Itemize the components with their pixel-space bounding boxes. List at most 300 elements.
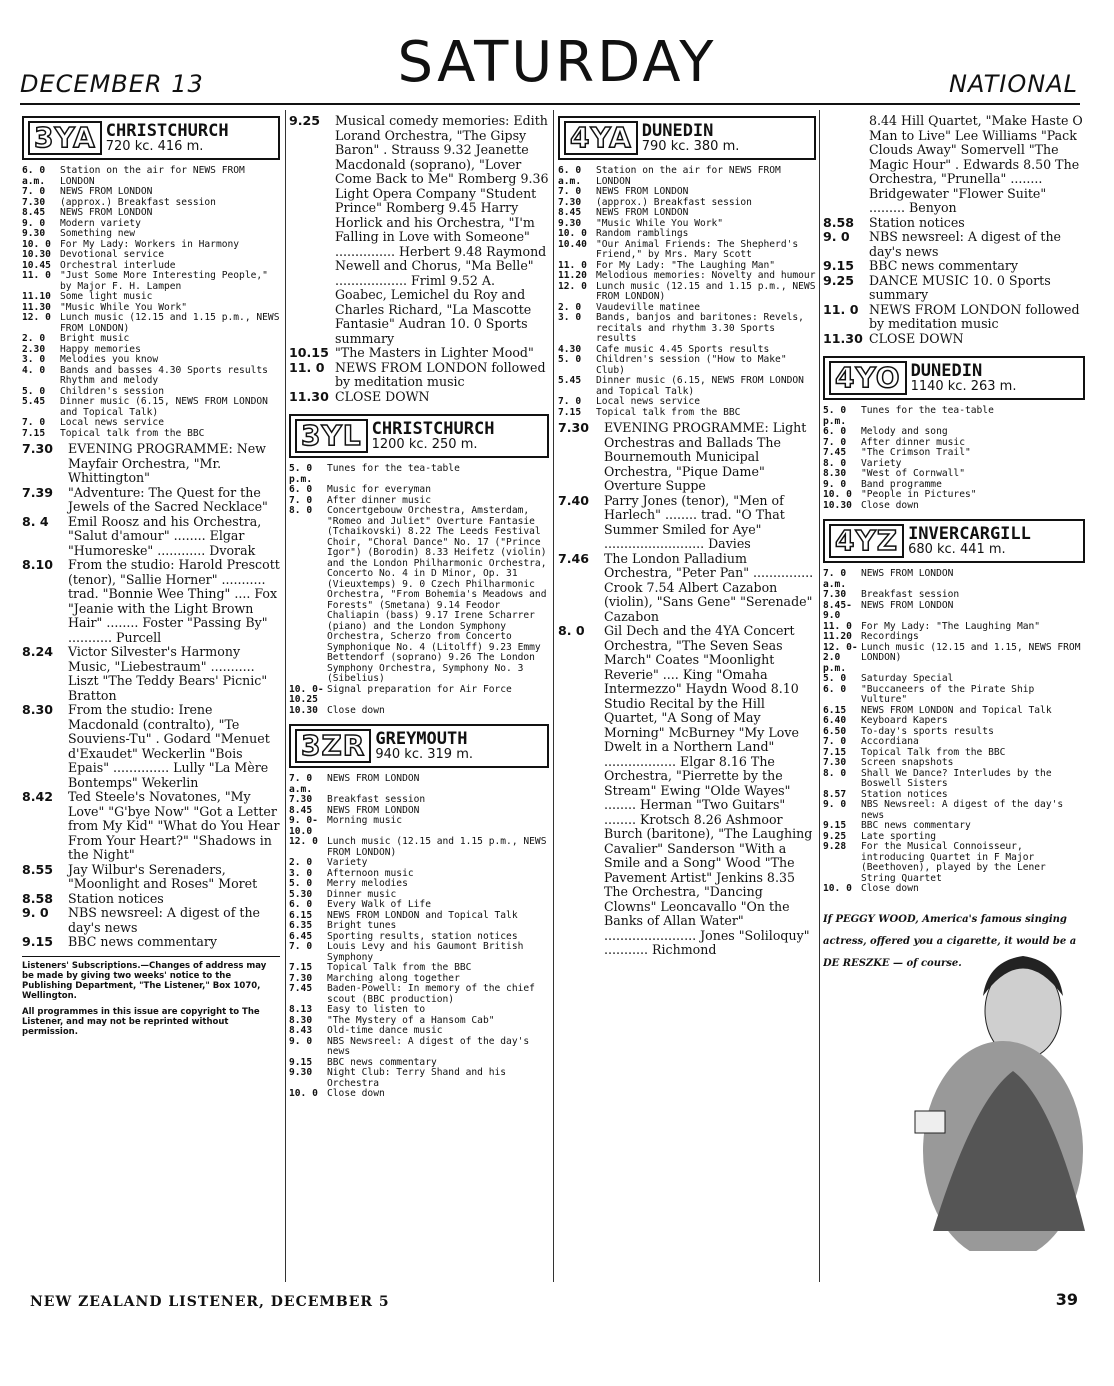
schedule-entry bbox=[558, 282, 816, 303]
schedule-entry bbox=[823, 737, 1085, 748]
entry-time: 9.15 bbox=[823, 820, 847, 831]
entry-time: 7.30 bbox=[823, 757, 847, 768]
entry-time: 3. 0 bbox=[22, 354, 46, 365]
entry-time: 8.45 bbox=[289, 804, 313, 816]
entry-time: 8.30 bbox=[289, 1014, 313, 1026]
schedule-entry bbox=[22, 208, 280, 219]
entry-text: DANCE MUSIC 10. 0 Sports summary bbox=[869, 272, 1051, 302]
entry-time: 8.57 bbox=[823, 788, 847, 800]
entry-text: Topical talk from the BBC bbox=[60, 427, 205, 439]
schedule-entry bbox=[823, 842, 1085, 884]
station-frequency: 940 kc. 319 m. bbox=[375, 747, 473, 762]
entry-text: Orchestral interlude bbox=[60, 259, 176, 271]
entry-text: Dinner music (6.15, NEWS FROM LONDON and Topical Talk) bbox=[60, 396, 268, 418]
schedule-entry bbox=[22, 355, 280, 366]
entry-text: Ted Steele's Novatones, "My Love" "G'bye Now" "Got a Letter from My Kid" "What do You Hear From Your Heart?" "Shadows in the Night" bbox=[68, 789, 280, 862]
entry-time: 11.10 bbox=[22, 291, 51, 302]
entry-text: BBC news commentary bbox=[869, 258, 1018, 273]
column-3ya-continued bbox=[289, 114, 549, 1100]
entry-text: Melodies you know bbox=[60, 354, 159, 365]
schedule-entry bbox=[289, 1089, 549, 1100]
entry-text: Screen snapshots bbox=[861, 757, 954, 768]
station-city: CHRISTCHURCH bbox=[371, 419, 495, 439]
call-sign: 3YA bbox=[28, 121, 102, 155]
entry-text: For My Lady: "The Laughing Man" bbox=[596, 259, 776, 271]
entry-time: 5.45 bbox=[22, 396, 46, 407]
entry-time: 10. 0 bbox=[22, 238, 51, 250]
entry-time: 7.15 bbox=[558, 406, 582, 418]
entry-text: "Music While You Work" bbox=[596, 217, 724, 229]
entry-time: 6. 0 bbox=[289, 484, 313, 495]
entry-time: 11. 0 bbox=[558, 259, 587, 271]
schedule-entry bbox=[558, 408, 816, 419]
entry-text: Shall We Dance? Interludes by the Boswell Sisters bbox=[861, 767, 1052, 789]
schedule-entry bbox=[823, 674, 1085, 685]
page-number: 39 bbox=[1055, 1290, 1078, 1309]
entry-text: Late sporting bbox=[861, 830, 937, 842]
entry-time: 10. 0 bbox=[558, 228, 587, 239]
entry-text: Night Club: Terry Shand and his Orchestra bbox=[327, 1067, 507, 1089]
entry-time: 9. 0 bbox=[823, 799, 847, 810]
entry-text: Close down bbox=[861, 883, 919, 894]
station-logo-3yl bbox=[289, 414, 549, 458]
call-sign: 3YL bbox=[295, 419, 368, 453]
schedule-entry bbox=[22, 366, 280, 387]
schedule-entry bbox=[22, 250, 280, 261]
schedule-entry bbox=[823, 716, 1085, 727]
entry-text: Band programme bbox=[861, 478, 942, 490]
entry-time: 8.42 bbox=[22, 789, 54, 804]
schedule-list bbox=[823, 114, 1085, 346]
entry-time: 11.20 bbox=[558, 270, 587, 281]
entry-time: 11.30 bbox=[823, 330, 863, 346]
column-divider bbox=[285, 110, 286, 1282]
entry-time: 8.30 bbox=[22, 702, 54, 717]
entry-time: 10. 0 bbox=[289, 1088, 318, 1099]
schedule-entry bbox=[289, 346, 549, 361]
entry-text: For My Lady: Workers in Harmony bbox=[60, 238, 240, 250]
entry-text: For My Lady: "The Laughing Man" bbox=[861, 620, 1041, 632]
entry-text: Station notices bbox=[68, 890, 164, 906]
schedule-entry bbox=[823, 274, 1085, 303]
schedule-entry bbox=[289, 685, 549, 706]
station-logo-3zr bbox=[289, 724, 549, 768]
schedule-entry bbox=[558, 166, 816, 187]
entry-text: Musical comedy memories: Edith Lorand Orchestra, "The Gipsy Baron" . Strauss 9.32 Jeanette Macdonald (soprano), "Lover Come Back to Me" Romberg 9.36 Light Opera Company "Student Prince" Romberg 9.45 Harry Horlick and his Orchestra, "I'm Falling in Love with Someone" ............... Herbert 9.48 Raymond Newell and Chorus, "Ma Belle" .................. Friml 9.52 A. Goabec, Lemichel du Roy and Charles Richard, "La Mascotte Fantasie" Audran 10. 0 Sports summary bbox=[335, 114, 549, 346]
entry-time: 5. 0 bbox=[289, 878, 313, 889]
entry-time: 7.45 bbox=[823, 447, 847, 458]
schedule-entry bbox=[289, 900, 549, 911]
entry-text: Melody and song bbox=[861, 426, 948, 437]
entry-time: 7.30 bbox=[558, 196, 582, 208]
schedule-list bbox=[558, 166, 816, 418]
entry-time: 8.10 bbox=[22, 557, 54, 572]
schedule-entry bbox=[823, 590, 1085, 601]
schedule-entry bbox=[22, 906, 280, 935]
entry-time: 10.15 bbox=[289, 345, 329, 360]
entry-time: 9.15 bbox=[22, 934, 54, 949]
schedule-entry bbox=[823, 427, 1085, 438]
schedule-entry bbox=[558, 208, 816, 219]
entry-text: Victor Silvester's Harmony Music, "Liebestraum" ........... Liszt "The Teddy Bears' Picnic" Bratton bbox=[68, 644, 268, 703]
schedule-entry bbox=[823, 769, 1085, 790]
entry-text: Every Walk of Life bbox=[327, 899, 431, 910]
schedule-entry bbox=[558, 187, 816, 198]
entry-text: Station on the air for NEWS FROM LONDON bbox=[596, 165, 781, 187]
schedule-entry bbox=[22, 166, 280, 187]
entry-text: To-day's sports results bbox=[861, 725, 994, 737]
entry-time: 8.30 bbox=[823, 468, 847, 479]
entry-time: 6.15 bbox=[289, 909, 313, 921]
schedule-entry bbox=[823, 114, 1085, 216]
entry-text: NEWS FROM LONDON and Topical Talk bbox=[861, 704, 1052, 716]
entry-text: NBS newsreel: A digest of the day's news bbox=[869, 229, 1062, 259]
call-sign: 3ZR bbox=[295, 729, 371, 763]
schedule-entry bbox=[289, 114, 549, 346]
entry-time: 8. 4 bbox=[22, 513, 49, 529]
entry-text: Station on the air for NEWS FROM LONDON bbox=[60, 165, 245, 187]
entry-time: 8.13 bbox=[289, 1004, 313, 1015]
schedule-entry bbox=[289, 879, 549, 890]
schedule-entry bbox=[22, 271, 280, 292]
entry-time: 11.20 bbox=[823, 631, 852, 642]
entry-time: 6. 0 bbox=[823, 683, 847, 695]
entry-text: Close down bbox=[327, 1088, 385, 1099]
entry-time: 8.45 bbox=[558, 207, 582, 218]
entry-text: BBC news commentary bbox=[861, 820, 971, 831]
schedule-entry bbox=[558, 624, 816, 958]
entry-text: NEWS FROM LONDON and Topical Talk bbox=[327, 909, 518, 921]
entry-time: 7.30 bbox=[823, 589, 847, 600]
schedule-entry bbox=[558, 552, 816, 625]
entry-time: 7.30 bbox=[22, 441, 54, 456]
entry-text: NEWS FROM LONDON followed by meditation music bbox=[335, 359, 546, 389]
entry-time: 9.25 bbox=[289, 114, 321, 128]
entry-time: 8.45-9.0 bbox=[823, 599, 852, 621]
entry-text: 8.44 Hill Quartet, "Make Haste O Man to Live" Lee Williams "Pack Clouds Away" Somervell "The Magic Hour" . Edwards 8.50 The Orchestra, "Prunella" ........ Bridgewater "Flower Suite" ......... Benyon bbox=[869, 114, 1083, 215]
entry-text: NEWS FROM LONDON bbox=[596, 186, 689, 197]
station-logo-3ya bbox=[22, 116, 280, 160]
schedule-list bbox=[289, 464, 549, 716]
entry-text: "West of Cornwall" bbox=[861, 468, 965, 479]
entry-text: NEWS FROM LONDON bbox=[327, 804, 420, 816]
entry-time: 7.30 bbox=[22, 196, 46, 208]
entry-text: Variety bbox=[327, 857, 368, 868]
entry-time: 2.30 bbox=[22, 343, 46, 355]
entry-time: 7.15 bbox=[823, 746, 847, 758]
entry-time: 9. 0 bbox=[22, 217, 46, 229]
advertisement-copy: If PEGGY WOOD, America's famous singing actress, offered you a cigarette, it would be a DE RESZKE — of course. bbox=[823, 913, 1077, 969]
entry-text: Station notices bbox=[869, 214, 965, 230]
entry-time: 12. 0 bbox=[289, 836, 318, 847]
entry-text: Lunch music (12.15 and 1.15, NEWS FROM LONDON) bbox=[861, 641, 1081, 663]
entry-time: 10. 0 bbox=[823, 489, 852, 500]
entry-text: "Buccaneers of the Pirate Ship Vulture" bbox=[861, 683, 1035, 705]
entry-time: 9. 0 bbox=[22, 905, 49, 920]
entry-text: Breakfast session bbox=[861, 589, 960, 600]
entry-text: BBC news commentary bbox=[68, 934, 217, 949]
entry-text: Variety bbox=[861, 457, 902, 469]
schedule-entry bbox=[289, 1026, 549, 1037]
entry-time: 6. 0 bbox=[289, 899, 313, 910]
entry-text: Gil Dech and the 4YA Concert Orchestra, "The Seven Seas March" Coates "Moonlight Reverie" .... King "Omaha Intermezzo" Haydn Wood 8.10 Studio Recital by the Hill Quartet, "A Song of May Morning" McBurney "My Love Dwelt in a Northern Land" .................. Elgar 8.16 The Orchestra, "Pierrette by the Stream" Ewing "Olde Wayes" ........ Herman "Two Guitars" ........ Krotsch 8.26 Ashmoor Burch (baritone), "The Laughing Cavalier" Sanderson "With a Smile and a Song" Wood "The Pavement Artist" Jenkins 8.35 The Orchestra, "Dancing Clowns" Leoncavallo "On the Banks of Allan Water" ....................... Jones "Soliloquy" ........... Richmond bbox=[604, 623, 813, 957]
call-sign: 4YZ bbox=[829, 524, 904, 558]
entry-time: 6.40 bbox=[823, 715, 847, 726]
schedule-entry bbox=[558, 355, 816, 376]
schedule-entry bbox=[289, 984, 549, 1005]
entry-time: 11.30 bbox=[22, 301, 51, 313]
entry-time: 7.39 bbox=[22, 484, 54, 500]
call-sign: 4YA bbox=[564, 121, 638, 155]
entry-time: 7.30 bbox=[289, 794, 313, 805]
entry-time: 9.30 bbox=[558, 217, 582, 229]
schedule-entry bbox=[289, 963, 549, 974]
entry-time: 7. 0 bbox=[558, 186, 582, 197]
schedule-entry bbox=[823, 821, 1085, 832]
entry-text: Bright music bbox=[60, 333, 130, 344]
schedule-entry bbox=[823, 632, 1085, 643]
entry-text: Lunch music (12.15 and 1.15 p.m., NEWS FROM LONDON) bbox=[327, 836, 547, 858]
entry-text: "Our Animal Friends: The Shepherd's Friend," by Mrs. Mary Scott bbox=[596, 238, 799, 260]
entry-time: 7. 0 bbox=[289, 941, 313, 952]
entry-time: 3. 0 bbox=[289, 867, 313, 879]
schedule-entry bbox=[558, 376, 816, 397]
schedule-entry bbox=[823, 303, 1085, 332]
station-logo-4ya bbox=[558, 116, 816, 160]
entry-text: Baden-Powell: In memory of the chief scout (BBC production) bbox=[327, 983, 535, 1005]
station-city: INVERCARGILL bbox=[908, 524, 1031, 544]
schedule-entry bbox=[823, 601, 1085, 622]
entry-time: 8. 0 bbox=[289, 505, 313, 516]
entry-text: Children's session ("How to Make" Club) bbox=[596, 354, 787, 376]
entry-text: Bright tunes bbox=[327, 920, 397, 931]
entry-time: 12. 0 bbox=[22, 312, 51, 323]
call-sign: 4YO bbox=[829, 361, 907, 395]
entry-time: 5. 0 bbox=[558, 354, 582, 365]
entry-time: 9.25 bbox=[823, 272, 855, 288]
entry-time: 5. 0 p.m. bbox=[823, 405, 847, 427]
entry-text: Easy to listen to bbox=[327, 1004, 426, 1015]
schedule-entry bbox=[823, 469, 1085, 480]
schedule-entry bbox=[22, 418, 280, 429]
entry-time: 12. 0 bbox=[558, 280, 587, 292]
entry-text: (approx.) Breakfast session bbox=[60, 196, 216, 208]
station-city: CHRISTCHURCH bbox=[105, 121, 229, 141]
entry-text: Topical talk from the BBC bbox=[596, 406, 741, 418]
entry-text: "People in Pictures" bbox=[861, 489, 977, 500]
station-frequency: 1140 kc. 263 m. bbox=[910, 379, 1017, 394]
schedule-list bbox=[22, 166, 280, 439]
schedule-entry bbox=[289, 942, 549, 963]
schedule-entry bbox=[558, 494, 816, 552]
entry-time: 7. 0 bbox=[823, 436, 847, 448]
schedule-entry bbox=[823, 448, 1085, 459]
entry-text: Happy memories bbox=[60, 343, 141, 355]
station-city: GREYMOUTH bbox=[375, 729, 468, 749]
schedule-entry bbox=[823, 643, 1085, 675]
schedule-entry bbox=[22, 790, 280, 863]
entry-text: Saturday Special bbox=[861, 673, 954, 684]
entry-time: 7. 0 a.m. bbox=[823, 568, 847, 590]
entry-time: 11. 0 bbox=[823, 301, 859, 317]
entry-time: 8. 0 bbox=[823, 767, 847, 779]
entry-text: Old-time dance music bbox=[327, 1025, 443, 1036]
schedule-entry bbox=[289, 485, 549, 496]
entry-time: 5. 0 bbox=[22, 385, 46, 397]
column-4ya-continued bbox=[823, 114, 1085, 1251]
entry-time: 5. 0 bbox=[823, 673, 847, 684]
entry-time: 6.50 bbox=[823, 725, 847, 737]
entry-text: Tunes for the tea-table bbox=[861, 405, 994, 416]
station-frequency: 790 kc. 380 m. bbox=[641, 139, 740, 154]
entry-time: 5. 0 p.m. bbox=[289, 463, 313, 485]
entry-text: Lunch music (12.15 and 1.15 p.m., NEWS FROM LONDON) bbox=[60, 312, 280, 334]
station-frequency: 1200 kc. 250 m. bbox=[371, 437, 478, 452]
schedule-entry bbox=[823, 884, 1085, 895]
entry-time: 5.30 bbox=[289, 888, 313, 900]
entry-text: "The Mystery of a Hansom Cab" bbox=[327, 1014, 495, 1026]
entry-text: Lunch music (12.15 and 1.15 p.m., NEWS FROM LONDON) bbox=[596, 280, 816, 302]
entry-time: 7.15 bbox=[289, 962, 313, 973]
schedule-entry bbox=[22, 229, 280, 240]
entry-text: For the Musical Connoisseur, introducing Quartet in F Major (Beethoven), played by the Lener String Quartet bbox=[861, 841, 1046, 884]
entry-time: 10.40 bbox=[558, 238, 587, 250]
entry-time bbox=[823, 114, 869, 216]
station-frequency: 720 kc. 416 m. bbox=[105, 139, 204, 154]
schedule-entry bbox=[823, 332, 1085, 347]
entry-text: Random ramblings bbox=[596, 228, 689, 239]
entry-text: "Adventure: The Quest for the Jewels of the Sacred Necklace" bbox=[68, 484, 268, 514]
entry-text: NEWS FROM LONDON bbox=[60, 186, 153, 197]
schedule-entry bbox=[22, 486, 280, 515]
entry-time: 7. 0 bbox=[22, 186, 46, 197]
entry-time: 11. 0 bbox=[22, 270, 51, 281]
schedule-entry bbox=[558, 397, 816, 408]
entry-text: Marching along together bbox=[327, 972, 460, 984]
schedule-entry bbox=[823, 501, 1085, 512]
entry-text: Local news service bbox=[60, 417, 164, 428]
station-logo-4yz bbox=[823, 519, 1085, 563]
column-3ya bbox=[22, 114, 280, 1037]
entry-time: 8.58 bbox=[823, 214, 855, 230]
schedule-entry bbox=[558, 240, 816, 261]
schedule-entry bbox=[289, 506, 549, 685]
entry-text: Modern variety bbox=[60, 217, 141, 229]
entry-text: Recordings bbox=[861, 631, 919, 642]
schedule-entry bbox=[289, 706, 549, 717]
entry-time: 7.46 bbox=[558, 550, 590, 566]
entry-text: Emil Roosz and his Orchestra, "Salut d'amour" ........ Elgar "Humoreske" ............ Dvorak bbox=[68, 513, 262, 558]
entry-time: 6. 0 a.m. bbox=[22, 165, 46, 187]
schedule-entry bbox=[22, 703, 280, 790]
entry-time: 7.40 bbox=[558, 492, 590, 508]
entry-text: CLOSE DOWN bbox=[335, 388, 430, 404]
entry-text: Merry melodies bbox=[327, 878, 408, 889]
entry-text: After dinner music bbox=[861, 436, 965, 448]
entry-time: 9. 0 bbox=[823, 478, 847, 490]
entry-time: 2. 0 bbox=[22, 333, 46, 344]
column-4ya bbox=[558, 114, 816, 958]
schedule-entry bbox=[22, 892, 280, 907]
entry-time: 11. 0 bbox=[289, 359, 325, 375]
entry-time: 9.28 bbox=[823, 841, 847, 852]
entry-text: EVENING PROGRAMME: Light Orchestras and Ballads The Bournemouth Municipal Orchestra, "Pique Dame" Overture Suppe bbox=[604, 420, 807, 493]
entry-text: Topical Talk from the BBC bbox=[327, 962, 472, 973]
entry-text: NBS Newsreel: A digest of the day's news bbox=[327, 1035, 530, 1057]
schedule-entry bbox=[823, 406, 1085, 427]
entry-text: Bands, banjos and baritones: Revels, recitals and rhythm 3.30 Sports results bbox=[596, 312, 804, 344]
schedule-entry bbox=[289, 921, 549, 932]
entry-time: 9. 0-10.0 bbox=[289, 815, 318, 837]
entry-time: 3. 0 bbox=[558, 312, 582, 323]
schedule-entry bbox=[22, 397, 280, 418]
schedule-entry bbox=[289, 858, 549, 869]
entry-text: Some light music bbox=[60, 291, 153, 302]
entry-time: 9.30 bbox=[22, 228, 46, 239]
schedule-entry bbox=[22, 292, 280, 303]
entry-text: Children's session bbox=[60, 385, 164, 397]
station-frequency: 680 kc. 441 m. bbox=[908, 542, 1006, 557]
entry-time: 10. 0 bbox=[823, 883, 852, 894]
schedule-entry bbox=[823, 800, 1085, 821]
entry-time: 10.30 bbox=[22, 249, 51, 260]
entry-text: Sporting results, station notices bbox=[327, 930, 518, 942]
entry-time: 10.45 bbox=[22, 259, 51, 271]
schedule-list bbox=[823, 406, 1085, 511]
schedule-list bbox=[289, 114, 549, 404]
schedule-entry bbox=[22, 935, 280, 950]
entry-text: NEWS FROM LONDON bbox=[861, 568, 954, 579]
entry-text: Jay Wilbur's Serenaders, "Moonlight and Roses" Moret bbox=[68, 861, 258, 891]
column-divider bbox=[553, 110, 554, 1282]
entry-text: "The Masters in Lighter Mood" bbox=[335, 345, 534, 360]
entry-text: The London Palladium Orchestra, "Peter Pan" ............... Crook 7.54 Albert Cazabon (violin), "Sans Gene" "Serenade" Cazabon bbox=[604, 550, 814, 624]
entry-text: BBC news commentary bbox=[327, 1056, 437, 1068]
entry-text: Concertgebouw Orchestra, Amsterdam, "Romeo and Juliet" Overture Fantasie (Tchaikovski) 8.22 The Leeds Festival Choir, "Choral Dance" No. 17 ("Prince Igor") (Borodin) 8.33 Heifetz (violin) and the London Philharmonic Orchestra, Concerto No. 4 in D Minor, Op. 31 (Vieuxtemps) 9. 0 Czech Philharmonic Orchestra, "From Bohemia's Meadows and Forests" (Smetana) 9.14 Feodor Chaliapin (bass) 9.17 Irene Scharrer (piano) and the London Symphony Orchestra, Scherzo from Concerto Symphonique No. 4 (Litolff) 9.23 Emmy Bettendorf (soprano) 9.26 The London Symphony Orchestra, Symphony No. 3 (Sibelius) bbox=[327, 505, 547, 684]
entry-text: NEWS FROM LONDON followed by meditation music bbox=[869, 301, 1080, 331]
entry-time: 4.30 bbox=[558, 343, 582, 355]
entry-time: 7.30 bbox=[558, 420, 590, 435]
service-label: NATIONAL bbox=[949, 70, 1078, 98]
entry-text: Parry Jones (tenor), "Men of Harlech" ........ trad. "O That Summer Smiled for Aye" ......................... Davies bbox=[604, 492, 785, 551]
entry-text: NEWS FROM LONDON bbox=[327, 773, 420, 784]
entry-text: CLOSE DOWN bbox=[869, 330, 964, 346]
entry-text: Morning music bbox=[327, 815, 403, 826]
entry-time: 8.43 bbox=[289, 1025, 313, 1036]
schedule-entry bbox=[823, 259, 1085, 274]
schedule-entry bbox=[289, 837, 549, 858]
entry-time: 7. 0 bbox=[22, 417, 46, 428]
schedule-entry bbox=[823, 569, 1085, 590]
entry-time: 11. 0 bbox=[823, 620, 852, 632]
entry-text: Something new bbox=[60, 228, 136, 239]
entry-time: 7. 0 bbox=[558, 396, 582, 407]
entry-text: Dinner music (6.15, NEWS FROM LONDON and Topical Talk) bbox=[596, 375, 804, 397]
entry-time: 8.45 bbox=[22, 207, 46, 218]
entry-text: NBS Newsreel: A digest of the day's news bbox=[861, 799, 1064, 821]
entry-text: "Music While You Work" bbox=[60, 301, 188, 313]
entry-text: Bands and basses 4.30 Sports results Rhythm and melody bbox=[60, 364, 268, 386]
entry-text: Dinner music bbox=[327, 888, 397, 900]
schedule-entry bbox=[22, 645, 280, 703]
schedule-entry bbox=[289, 774, 549, 795]
schedule-entry bbox=[22, 558, 280, 645]
schedule-entry bbox=[289, 1005, 549, 1016]
entry-time: 6. 0 bbox=[823, 426, 847, 437]
entry-time: 6.35 bbox=[289, 920, 313, 931]
entry-text: Local news service bbox=[596, 396, 700, 407]
entry-text: From the studio: Irene Macdonald (contralto), "Te Souviens-Tu" . Godard "Menuet d'Exaudet" Weckerlin "Bois Epais" .............. Lully "La Mère Bontemps" Wekerlin bbox=[68, 702, 270, 790]
